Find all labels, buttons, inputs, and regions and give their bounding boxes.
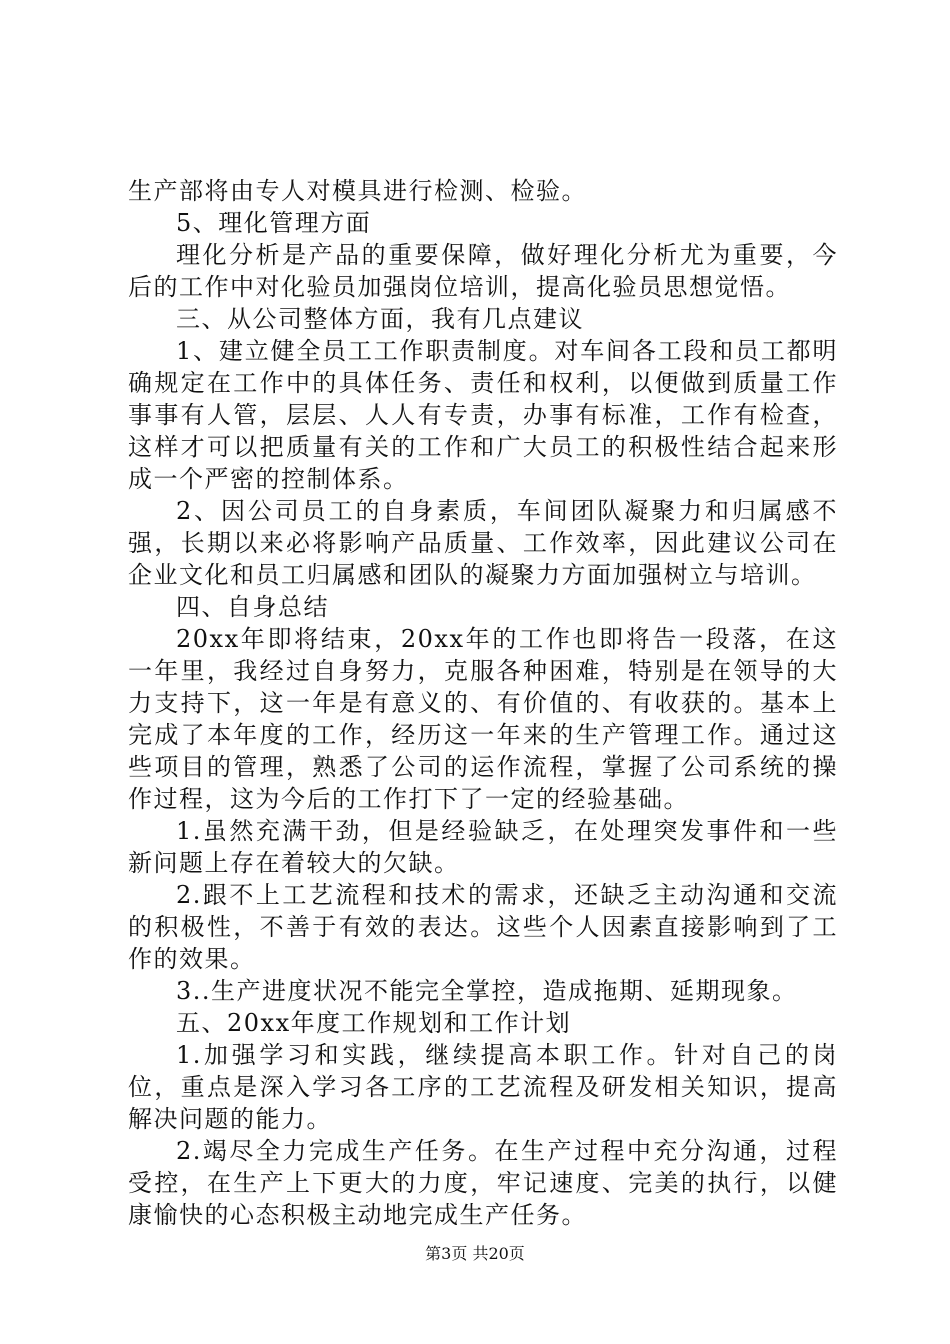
section-heading-plan: 五、20xx年度工作规划和工作计划 (176, 1009, 572, 1037)
paragraph-physchem: 理化分析是产品的重要保障，做好理化分析尤为重要，今后的工作中对化验员加强岗位培训，提高化验员思想觉悟。 (128, 241, 838, 301)
section-heading-self-summary: 四、自身总结 (176, 593, 329, 621)
paragraph-shortcoming-3: 3..生产进度状况不能完全掌控，造成拖期、延期现象。 (176, 977, 798, 1005)
paragraph-shortcoming-1: 1.虽然充满干劲，但是经验缺乏，在处理突发事件和一些新问题上存在着较大的欠缺。 (128, 817, 838, 877)
paragraph-self-summary: 20xx年即将结束，20xx年的工作也即将告一段落，在这一年里，我经过自身努力，克服各种困难，特别是在领导的大力支持下，这一年是有意义的、有价值的、有收获的。基本上完成了本年度的工作，经历这一年来的生产管理工作。通过这些项目的管理，熟悉了公司的运作流程，掌握了公司系统的操作过程，这为今后的工作打下了一定的经验基础。 (128, 625, 838, 813)
paragraph-shortcoming-2: 2.跟不上工艺流程和技术的需求，还缺乏主动沟通和交流的积极性，不善于有效的表达。这些个人因素直接影响到了工作的效果。 (128, 881, 838, 973)
paragraph-plan-2: 2.竭尽全力完成生产任务。在生产过程中充分沟通，过程受控，在生产上下更大的力度，牢记速度、完美的执行，以健康愉快的心态积极主动地完成生产任务。 (128, 1137, 838, 1229)
document-body (128, 175, 838, 1231)
paragraph-suggestion-2: 2、因公司员工的自身素质，车间团队凝聚力和归属感不强，长期以来必将影响产品质量、工作效率，因此建议公司在企业文化和员工归属感和团队的凝聚力方面加强树立与培训。 (128, 497, 838, 589)
section-heading-physchem: 5、理化管理方面 (176, 209, 372, 237)
paragraph-plan-1: 1.加强学习和实践，继续提高本职工作。针对自己的岗位，重点是深入学习各工序的工艺流程及研发相关知识，提高解决问题的能力。 (128, 1041, 838, 1133)
section-heading-suggestions: 三、从公司整体方面，我有几点建议 (176, 305, 584, 333)
paragraph-suggestion-1: 1、建立健全员工工作职责制度。对车间各工段和员工都明确规定在工作中的具体任务、责任和权利，以便做到质量工作事事有人管，层层、人人有专责，办事有标准，工作有检查，这样才可以把质量有关的工作和广大员工的积极性结合起来形成一个严密的控制体系。 (128, 337, 838, 493)
page-number-footer: 第3页 共20页 (425, 1244, 525, 1263)
paragraph-continuation: 生产部将由专人对模具进行检测、检验。 (128, 177, 587, 205)
